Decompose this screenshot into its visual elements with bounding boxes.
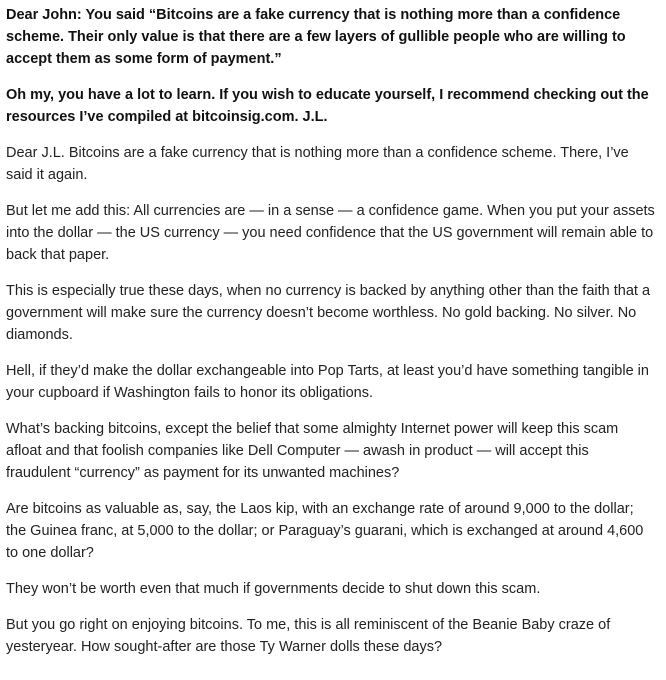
reply-paragraph-4: Hell, if they’d make the dollar exchangeable into Pop Tarts, at least you’d have something tangible in your cupboard if Washington fails to honor its obligations.	[6, 363, 649, 401]
reply-paragraph-3: This is especially true these days, when no currency is backed by anything other than the faith that a government will make sure the currency doesn’t become worthless. No gold backing. No silver. No diamonds.	[6, 283, 651, 343]
reader-letter-paragraph-2: Oh my, you have a lot to learn. If you wish to educate yourself, I recommend checking out the resources I’ve compiled at bitcoinsig.com. J.L.	[6, 87, 649, 125]
reader-letter-paragraph-1: Dear John: You said “Bitcoins are a fake currency that is nothing more than a confidence scheme. Their only value is that there are a few layers of gullible people who are willing to accept them as some form of payment.”	[6, 7, 626, 67]
reply-paragraph-2: But let me add this: All currencies are — in a sense — a confidence game. When you put your assets into the dollar — the US currency — you need confidence that the US government will remain able to back that paper.	[6, 203, 655, 263]
reply-paragraph-1: Dear J.L. Bitcoins are a fake currency that is nothing more than a confidence scheme. There, I’ve said it again.	[6, 145, 629, 183]
reply-paragraph-6: Are bitcoins as valuable as, say, the Laos kip, with an exchange rate of around 9,000 to the dollar; the Guinea franc, at 5,000 to the dollar; or Paraguay’s guarani, which is exchanged at around 4,600 to one dollar?	[6, 501, 644, 561]
reply-paragraph-7: They won’t be worth even that much if governments decide to shut down this scam.	[6, 581, 541, 597]
reply-paragraph-5: What’s backing bitcoins, except the belief that some almighty Internet power will keep this scam afloat and that foolish companies like Dell Computer — awash in product — will accept this fraudulent “currency” as payment for its unwanted machines?	[6, 421, 619, 481]
reply-paragraph-8: But you go right on enjoying bitcoins. To me, this is all reminiscent of the Beanie Baby craze of yesteryear. How sought-after are those Ty Warner dolls these days?	[6, 617, 611, 655]
